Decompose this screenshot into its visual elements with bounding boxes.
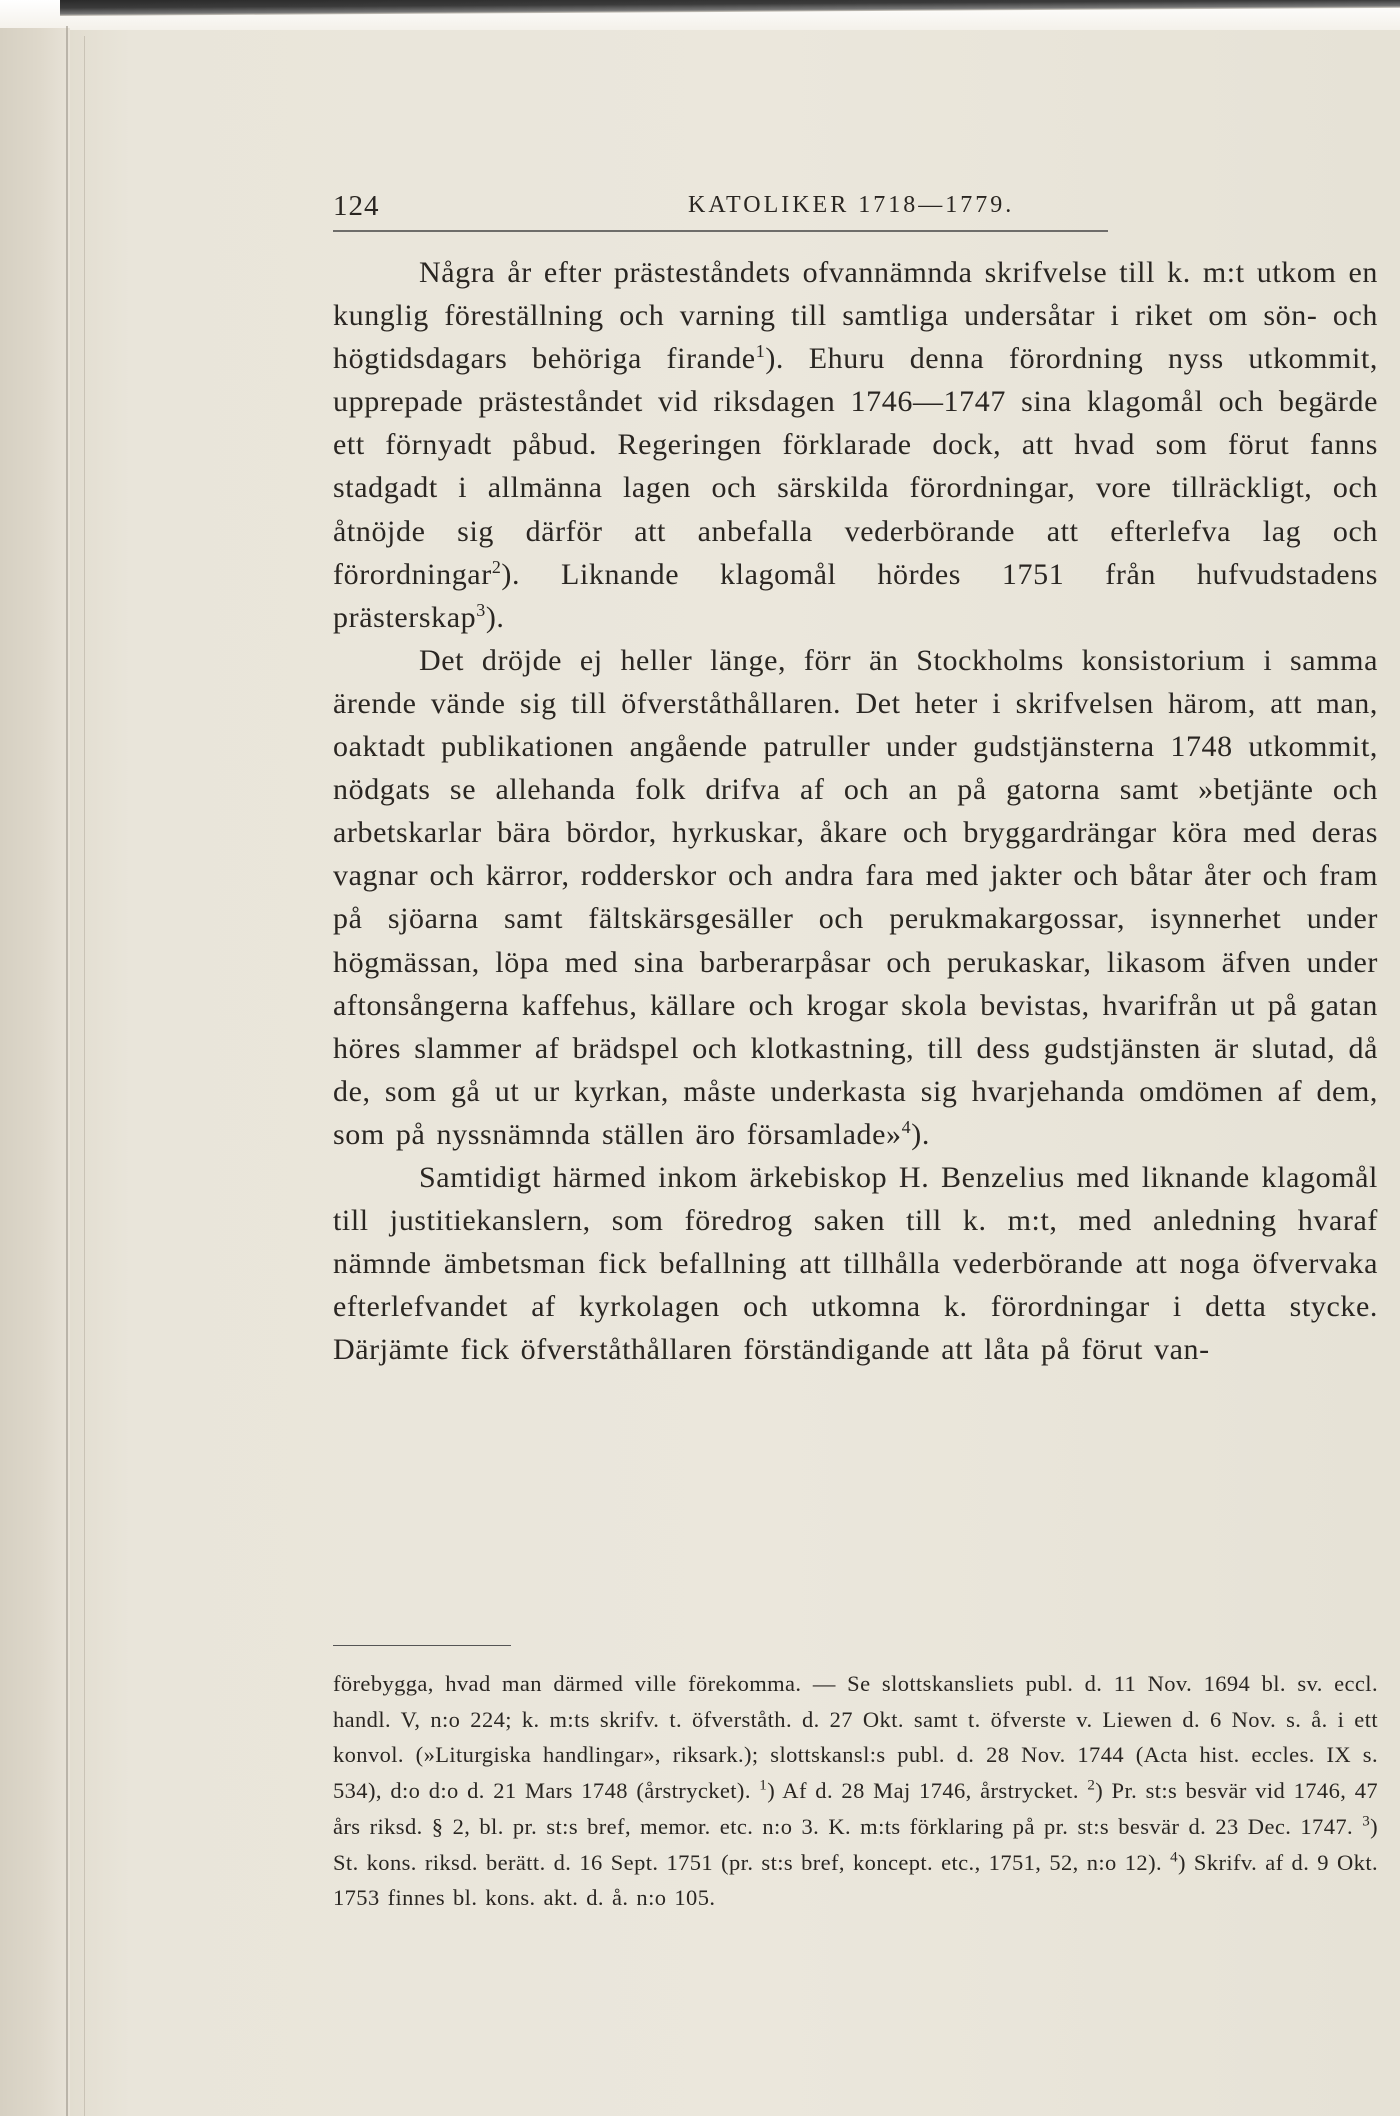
paragraph — [333, 639, 1378, 1156]
header-rule — [333, 230, 1108, 232]
page-edge-line — [66, 26, 68, 2116]
text-run: förebygga, hvad man därmed ville förekomma. — Se slottskansliets publ. d. 11 Nov. 1694 bl. sv. eccl. handl. V, n:o 224; k. m:ts skrifv. t. öfverståth. d. 27 Okt. samt t. öfverste v. Liewen d. 6 Nov. s. å. i ett konvol. (»Liturgiska handlingar», riksark.); slottskansl:s publ. d. 28 Nov. 1744 (Acta hist. eccles. IX s. 534), d:o d:o d. 21 Mars 1748 (årstrycket). — [333, 1671, 1378, 1804]
footnote-marker: 4 — [901, 1116, 912, 1137]
text-run: Några år efter prästeståndets ofvannämnda skrifvelse till k. m:t utkom en kunglig föreställning och varning till samtliga undersåtar i riket om sön- och högtidsdagars behöriga firande — [333, 256, 1378, 376]
paragraph — [333, 251, 1378, 639]
body-text — [333, 251, 1378, 1371]
text-run: ). — [911, 1117, 930, 1151]
running-header — [333, 190, 1103, 230]
page-edge-line-inner — [84, 36, 85, 2116]
footnotes — [333, 1666, 1378, 1916]
text-run: ). — [485, 600, 505, 634]
scan-left-margin — [0, 28, 70, 2116]
footnote-marker: 1 — [755, 341, 766, 362]
text-run: ). Ehuru denna förordning nyss utkommit, upprepade prästeståndet vid riksdagen 1746—1747 sina klagomål och begärde ett förnyadt påbud. Regeringen förklarade dock, att hvad som förut fanns stadgadt i allmänna lagen och särskilda förordningar, vore tillräckligt, och åtnöjde sig därför att anbefalla vederbörande att efterlefva lag och förordningar — [333, 342, 1378, 591]
footnote-rule — [333, 1645, 511, 1646]
footnote-marker: 3 — [1362, 1813, 1371, 1830]
text-run: ). Liknande klagomål hördes 1751 från hufvudstadens prästerskap — [333, 557, 1378, 634]
footnote-marker: 3 — [476, 599, 486, 620]
text-run: Det dröjde ej heller länge, förr än Stockholms konsistorium i samma ärende vände sig till öfverståthållaren. Det heter i skrifvelsen härom, att man, oaktadt publikationen angående patruller under gudstjänsterna 1748 utkommit, nödgats se allehanda folk drifva af och an på gatorna samt »betjänte och arbetskarlar bära bördor, hyrkuskar, åkare och bryggardrängar köra med deras vagnar och kärror, rodderskor och andra fara med jakter och båtar åter och fram på sjöarna samt fältskärsgesäller och perukmakargossar, isynnerhet under högmässan, löpa med sina barberarpåsar och perukaskar, likasom äfven under aftonsångerna kaffehus, källare och krogar skola bevistas, hvarifrån ut på gatan höres slammer af brädspel och klotkastning, till dess gudstjänsten är slutad, då de, som gå ut ur kyrkan, måste underkasta sig hvarjehanda omdömen af dem, som på nyssnämnda ställen äro församlade» — [333, 643, 1378, 1151]
footnote-text — [333, 1666, 1378, 1916]
page-number: 124 — [333, 190, 380, 222]
text-run: ) Af d. 28 Maj 1746, årstrycket. — [767, 1778, 1088, 1804]
text-run: ) St. kons. riksd. berätt. d. 16 Sept. 1751 (pr. st:s bref, koncept. etc., 1751, 52, n:o 12). — [333, 1813, 1378, 1875]
text-run: ) Pr. st:s besvär vid 1746, 47 års riksd. § 2, bl. pr. st:s bref, memor. etc. n:o 3. K. m:ts förklaring på pr. st:s besvär d. 23 Dec. 1747. — [333, 1778, 1379, 1839]
running-title: KATOLIKER 1718—1779. — [688, 192, 1015, 218]
footnote-marker: 4 — [1170, 1849, 1178, 1866]
paragraph — [333, 1156, 1378, 1371]
footnote-marker: 2 — [491, 556, 502, 577]
text-run: ) Skrifv. af d. 9 Okt. 1753 finnes bl. kons. akt. d. å. n:o 105. — [333, 1849, 1378, 1911]
footnote-marker: 2 — [1087, 1777, 1096, 1794]
text-run: Samtidigt härmed inkom ärkebiskop H. Benzelius med liknande klagomål till justitiekanslern, som föredrog saken till k. m:t, med anledning hvaraf nämnde ämbetsman fick befallning att tillhålla vederbörande att noga öfvervaka efterlefvandet af kyrkolagen och utkomna k. förordningar i detta stycke. Därjämte fick öfverståthållaren förständigande att låta på förut van- — [333, 1160, 1378, 1367]
footnote-marker: 1 — [759, 1777, 768, 1794]
